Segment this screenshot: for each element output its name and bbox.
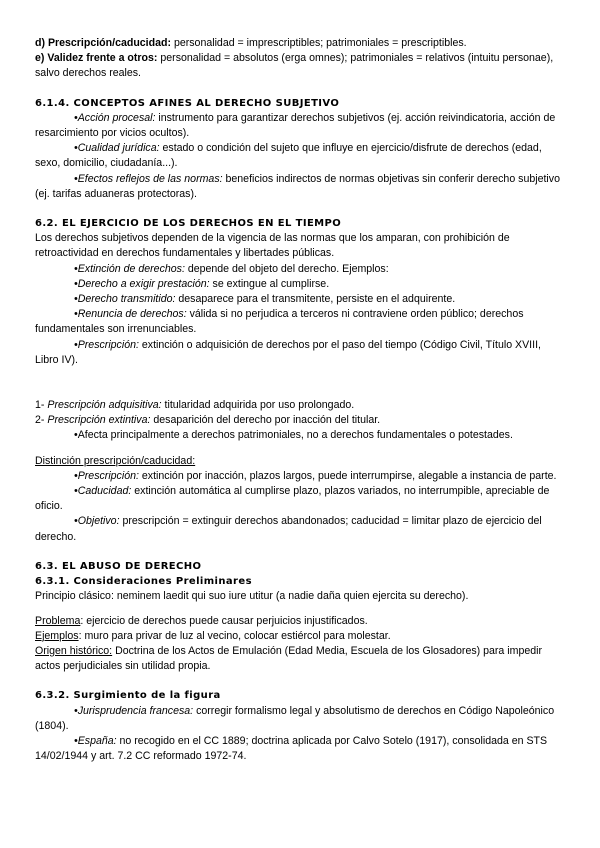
heading-6-3: 6.3. EL ABUSO DE DERECHO <box>35 560 202 572</box>
s62-item-term: •Prescripción: <box>74 338 139 351</box>
s62-item <box>35 307 565 337</box>
list-number: 2- <box>35 414 48 427</box>
s62-item-text: se extingue al cumplirse. <box>209 277 330 290</box>
s62-item-term: •Extinción de derechos: <box>74 262 185 275</box>
intro-e-text: personalidad = absolutos (erga omnes); patrimoniales = relativos (intuitu personae), salvo derechos reales. <box>35 52 554 80</box>
distincion-item <box>35 484 565 514</box>
intro-e-label: e) Validez frente a otros: <box>35 52 158 65</box>
document-page <box>35 36 565 764</box>
s632-item-text: no recogido en el CC 1889; doctrina aplicada por Calvo Sotelo (1917), consolidada en STS 14/02/1944 y art. 7.2 CC reformado 1972-74. <box>35 734 548 763</box>
s62-item-term: •Derecho a exigir prestación: <box>74 277 210 290</box>
distincion-item-text: extinción por inacción, plazos largos, puede interrumpirse, alegable a instancia de parte. <box>138 469 557 482</box>
origen-historico <box>35 644 565 674</box>
s614-item <box>35 111 565 141</box>
heading-6-3-2: 6.3.2. Surgimiento de la figura <box>35 690 221 702</box>
intro-e <box>35 51 565 81</box>
prescripcion-extintiva <box>35 413 565 428</box>
s62-item-term: •Renuncia de derechos: <box>74 308 187 321</box>
distincion-item <box>35 469 565 484</box>
prescripcion-bullet: •Afecta principalmente a derechos patrimoniales, no a derechos fundamentales o potestades. <box>74 429 513 442</box>
s62-intro: Los derechos subjetivos dependen de la vigencia de las normas que los amparan, con prohibición de retroactividad en derechos fundamentales y libertades públicas. <box>35 232 510 260</box>
heading-6-3-1: 6.3.1. Consideraciones Preliminares <box>35 576 252 588</box>
s614-item-text: estado o condición del sujeto que influye en ejercicio/disfrute de derechos (edad, sexo, domicilio, ciudadanía...). <box>35 142 542 170</box>
s62-item <box>35 262 565 277</box>
prescripcion-adquisitiva-text: titularidad adquirida por uso prolongado. <box>161 399 355 412</box>
prescripcion-adquisitiva <box>35 398 565 413</box>
s614-item-text: instrumento para garantizar derechos subjetivos (ej. acción reivindicatoria, acción de resarcimiento por vicios ocultos). <box>35 111 556 140</box>
s62-item <box>35 338 565 368</box>
heading-6-2: 6.2. EL EJERCICIO DE LOS DERECHOS EN EL TIEMPO <box>35 218 342 230</box>
origen-label: Origen histórico: <box>35 644 113 657</box>
ejemplos-text: : muro para privar de luz al vecino, colocar estiércol para molestar. <box>78 629 391 642</box>
prescripcion-extintiva-text: desaparición del derecho por inacción del titular. <box>150 414 381 427</box>
distincion-item <box>35 514 565 544</box>
distincion-heading <box>35 454 565 469</box>
distincion-item-text: extinción automática al cumplirse plazo, plazos variados, no interrumpible, apreciable de oficio. <box>35 485 550 513</box>
distincion-item-term: •Prescripción: <box>74 469 139 482</box>
s62-item <box>35 277 565 292</box>
prescripcion-adquisitiva-term: Prescripción adquisitiva: <box>47 399 162 412</box>
heading-6-1-4: 6.1.4. CONCEPTOS AFINES AL DERECHO SUBJETIVO <box>35 97 340 109</box>
list-number: 1- <box>35 399 48 412</box>
distincion-heading-text: Distinción prescripción/caducidad: <box>35 454 196 467</box>
prescripcion-extintiva-term: Prescripción extintiva: <box>47 414 151 427</box>
distincion-item-term: •Objetivo: <box>74 515 120 528</box>
problema-label: Problema <box>35 614 81 627</box>
intro-d-text: personalidad = imprescriptibles; patrimoniales = prescriptibles. <box>171 37 467 49</box>
distincion-item-text: prescripción = extinguir derechos abandonados; caducidad = limitar plazo de ejercicio del derecho. <box>35 515 542 543</box>
problema <box>35 614 565 629</box>
s614-item-text: beneficios indirectos de normas objetivas sin conferir derecho subjetivo (ej. tarifas aduaneras protectoras). <box>35 172 560 200</box>
s62-item-term: •Derecho transmitido: <box>74 293 176 306</box>
origen-text: Doctrina de los Actos de Emulación (Edad Media, Escuela de los Glosadores) para impedir actos perjudiciales sin utilidad propia. <box>35 644 542 673</box>
s62-item-text: válida si no perjudica a terceros ni contraviene orden público; derechos fundamentales son irrenunciables. <box>35 308 524 336</box>
s614-item-term: •Efectos reflejos de las normas: <box>74 172 223 185</box>
s614-item <box>35 141 565 171</box>
ejemplos-label: Ejemplos <box>35 629 79 642</box>
s614-item-term: •Acción procesal: <box>74 111 156 124</box>
s632-item-term: •España: <box>74 734 117 747</box>
s632-item <box>35 734 565 764</box>
s62-item-text: depende del objeto del derecho. Ejemplos: <box>184 262 389 275</box>
intro-d-label: d) Prescripción/caducidad: <box>35 37 171 49</box>
principio-clasico: Principio clásico: neminem laedit qui suo iure utitur (a nadie daña quien ejercita su derecho). <box>35 590 469 603</box>
s632-item-term: •Jurisprudencia francesa: <box>74 704 194 717</box>
problema-text: : ejercicio de derechos puede causar perjuicios injustificados. <box>80 614 368 627</box>
s62-item-text: desaparece para el transmitente, persiste en el adquirente. <box>175 293 456 306</box>
s62-item-text: extinción o adquisición de derechos por el paso del tiempo (Código Civil, Título XVIII, Libro IV). <box>35 338 541 366</box>
s62-item <box>35 292 565 307</box>
s614-item <box>35 172 565 202</box>
s632-item <box>35 704 565 734</box>
ejemplos <box>35 629 565 644</box>
intro-d <box>35 36 565 51</box>
s632-item-text: corregir formalismo legal y absolutismo de derechos en Código Napoleónico (1804). <box>35 704 555 732</box>
distincion-item-term: •Caducidad: <box>74 485 132 498</box>
s614-item-term: •Cualidad jurídica: <box>74 142 160 155</box>
